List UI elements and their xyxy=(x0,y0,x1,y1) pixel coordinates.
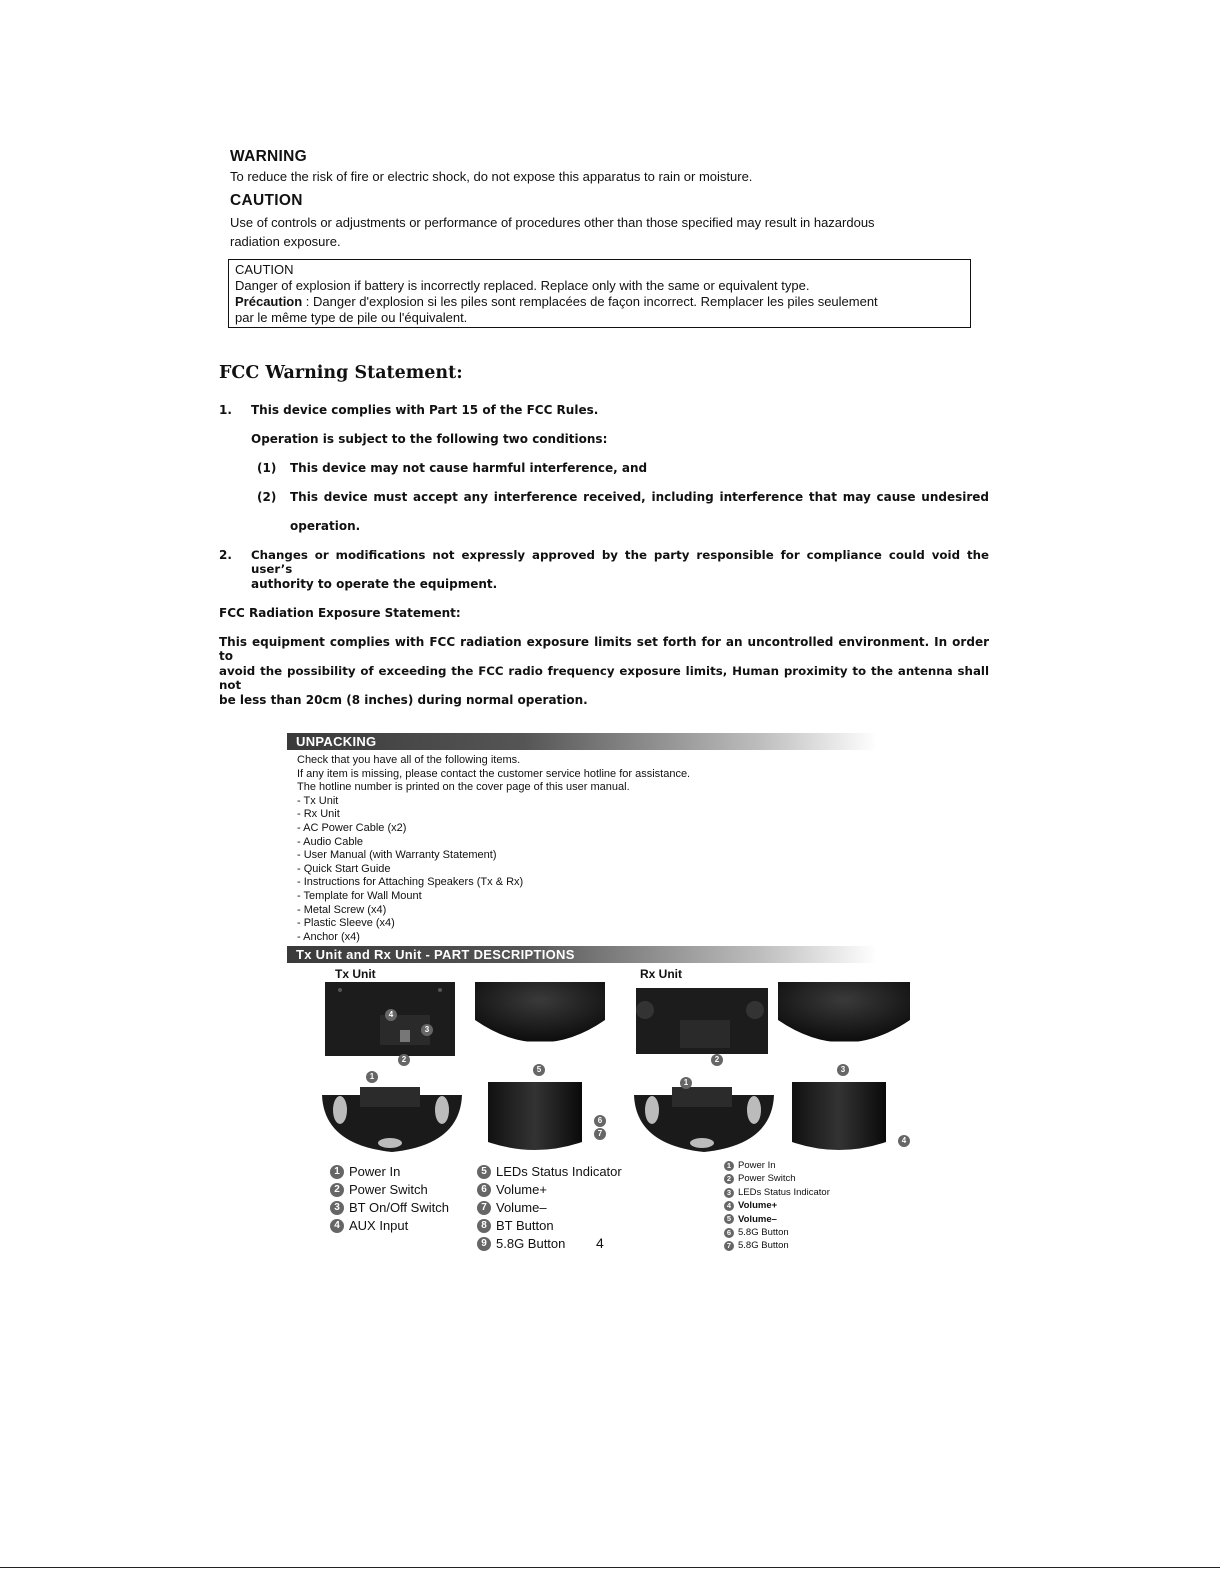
legend-label: Volume– xyxy=(496,1200,547,1215)
legend-label: Volume+ xyxy=(738,1200,778,1212)
number-badge-icon: 6 xyxy=(477,1183,491,1197)
caution-line-2: radiation exposure. xyxy=(230,234,341,249)
unpacking-item: - Anchor (x4) xyxy=(297,930,360,943)
fcc-condition-1: This device may not cause harmful interference, and xyxy=(290,461,648,475)
legend-label: AUX Input xyxy=(349,1218,409,1233)
callout-rx-bottom-1: 1 xyxy=(680,1077,692,1089)
number-badge-icon: 4 xyxy=(330,1219,344,1233)
unpacking-item: - Metal Screw (x4) xyxy=(297,903,387,916)
number-badge-icon: 5 xyxy=(724,1214,734,1224)
unpacking-item: - AC Power Cable (x2) xyxy=(297,821,407,834)
unpacking-item: - Audio Cable xyxy=(297,835,364,848)
rx-bottom-photo xyxy=(634,1087,774,1152)
unpacking-title: UNPACKING xyxy=(296,734,377,749)
warning-title: WARNING xyxy=(230,148,308,165)
warning-text: To reduce the risk of fire or electric shock, do not expose this apparatus to rain or moisture. xyxy=(230,169,753,184)
fcc-condition-2-number: (2) xyxy=(257,490,277,504)
fcc-condition-1-number: (1) xyxy=(257,461,277,475)
number-badge-icon: 1 xyxy=(724,1161,734,1171)
legend-item xyxy=(330,1163,449,1181)
callout-tx-side-7: 7 xyxy=(594,1128,606,1140)
tx-top-photo xyxy=(475,982,605,1053)
number-badge-icon: 9 xyxy=(477,1237,491,1251)
callout-tx-side-6: 6 xyxy=(594,1115,606,1127)
footer-rule xyxy=(0,1567,1220,1568)
unpacking-item: - Tx Unit xyxy=(297,794,339,807)
caution-box xyxy=(228,259,971,328)
rx-side-photo xyxy=(792,1082,886,1150)
legend-item xyxy=(477,1181,622,1199)
legend-item xyxy=(724,1199,830,1212)
legend-item xyxy=(724,1239,830,1252)
legend-label: Power Switch xyxy=(349,1182,428,1197)
number-badge-icon: 3 xyxy=(724,1188,734,1198)
number-badge-icon: 8 xyxy=(477,1219,491,1233)
unpacking-item: - User Manual (with Warranty Statement) xyxy=(297,849,497,862)
legend-item xyxy=(477,1163,622,1181)
caution-box-title: CAUTION xyxy=(235,262,294,277)
legend-label: Power In xyxy=(349,1164,401,1179)
caution-line-1: Use of controls or adjustments or performance of procedures other than those specified may result in hazardous xyxy=(230,215,875,230)
legend-item xyxy=(724,1226,830,1239)
fcc-condition-2-line-2: operation. xyxy=(290,519,361,533)
callout-tx-back-3: 3 xyxy=(421,1024,433,1036)
legend-label: 5.8G Button xyxy=(738,1240,789,1252)
fcc-item-2-number: 2. xyxy=(219,548,232,562)
tx-unit-label: Tx Unit xyxy=(335,967,376,981)
page-number: 4 xyxy=(596,1235,604,1251)
number-badge-icon: 2 xyxy=(724,1174,734,1184)
legend-item xyxy=(330,1181,449,1199)
number-badge-icon: 5 xyxy=(477,1165,491,1179)
number-badge-icon: 1 xyxy=(330,1165,344,1179)
callout-rx-side-4: 4 xyxy=(898,1135,910,1147)
callout-tx-back-4: 4 xyxy=(385,1009,397,1021)
callout-tx-bottom-1: 1 xyxy=(366,1071,378,1083)
number-badge-icon: 7 xyxy=(477,1201,491,1215)
precaution-text: : Danger d'explosion si les piles sont remplacées de façon incorrect. Remplacer les piles seulement xyxy=(302,294,878,309)
rx-back-photo xyxy=(636,988,768,1054)
legend-label: LEDs Status Indicator xyxy=(496,1164,622,1179)
parts-header xyxy=(287,946,877,963)
legend-item xyxy=(330,1199,449,1217)
legend-label: Volume+ xyxy=(496,1182,547,1197)
legend-label: BT On/Off Switch xyxy=(349,1200,449,1215)
number-badge-icon: 3 xyxy=(330,1201,344,1215)
fcc-radiation-line-1: This equipment complies with FCC radiation exposure limits set forth for an uncontrolled environment. In order to xyxy=(219,635,989,663)
fcc-radiation-line-3: be less than 20cm (8 inches) during normal operation. xyxy=(219,693,588,707)
tx-legend-a xyxy=(330,1163,449,1235)
legend-item xyxy=(724,1186,830,1199)
number-badge-icon: 7 xyxy=(724,1241,734,1251)
legend-item xyxy=(724,1213,830,1226)
callout-tx-top-5: 5 xyxy=(533,1064,545,1076)
fcc-item-1-sub: Operation is subject to the following two conditions: xyxy=(251,432,608,446)
callout-tx-back-2: 2 xyxy=(398,1054,410,1066)
rx-legend xyxy=(724,1159,830,1253)
caution-box-line-3: par le même type de pile ou l'équivalent. xyxy=(235,310,468,325)
number-badge-icon: 2 xyxy=(330,1183,344,1197)
fcc-item-1: This device complies with Part 15 of the FCC Rules. xyxy=(251,403,599,417)
precaution-label: Précaution xyxy=(235,294,303,309)
parts-title: Tx Unit and Rx Unit - PART DESCRIPTIONS xyxy=(296,947,575,962)
legend-label: Power Switch xyxy=(738,1173,796,1185)
unpacking-line: The hotline number is printed on the cover page of this user manual. xyxy=(297,781,630,794)
legend-item xyxy=(477,1217,622,1235)
tx-side-photo xyxy=(488,1082,582,1150)
legend-item xyxy=(724,1159,830,1172)
fcc-item-2-line-1: Changes or modifications not expressly approved by the party responsible for compliance could void the user’s xyxy=(251,548,989,576)
legend-label: 5.8G Button xyxy=(738,1227,789,1239)
legend-item xyxy=(477,1199,622,1217)
unpacking-item: - Template for Wall Mount xyxy=(297,889,422,902)
number-badge-icon: 4 xyxy=(724,1201,734,1211)
legend-label: LEDs Status Indicator xyxy=(738,1186,830,1198)
unpacking-line: If any item is missing, please contact the customer service hotline for assistance. xyxy=(297,767,691,780)
unpacking-item: - Instructions for Attaching Speakers (Tx & Rx) xyxy=(297,876,524,889)
unpacking-header xyxy=(287,733,877,750)
fcc-item-1-number: 1. xyxy=(219,403,232,417)
unpacking-item: - Rx Unit xyxy=(297,808,340,821)
caution-box-line-2 xyxy=(235,294,964,310)
fcc-title: FCC Warning Statement: xyxy=(219,363,463,383)
caution-title: CAUTION xyxy=(230,192,303,209)
fcc-item-2-line-2: authority to operate the equipment. xyxy=(251,577,498,591)
rx-unit-label: Rx Unit xyxy=(640,967,682,981)
rx-top-photo xyxy=(778,982,910,1053)
fcc-radiation-title: FCC Radiation Exposure Statement: xyxy=(219,606,461,620)
legend-label: Volume– xyxy=(738,1213,777,1225)
unpacking-line: Check that you have all of the following items. xyxy=(297,754,521,766)
fcc-radiation-line-2: avoid the possibility of exceeding the FCC radio frequency exposure limits, Human proximity to the antenna shall not xyxy=(219,664,989,692)
legend-item xyxy=(330,1217,449,1235)
legend-item xyxy=(724,1172,830,1185)
legend-label: Power In xyxy=(738,1160,776,1171)
unpacking-list xyxy=(297,754,690,944)
caution-box-line-1: Danger of explosion if battery is incorrectly replaced. Replace only with the same or equivalent type. xyxy=(235,278,810,293)
callout-rx-top-3: 3 xyxy=(837,1064,849,1076)
fcc-condition-2-line-1: This device must accept any interference received, including interference that may cause undesired xyxy=(290,490,989,504)
unpacking-item: - Quick Start Guide xyxy=(297,862,391,875)
legend-label: 5.8G Button xyxy=(496,1236,566,1251)
callout-rx-back-2: 2 xyxy=(711,1054,723,1066)
legend-label: BT Button xyxy=(496,1218,554,1233)
unpacking-item: - Plastic Sleeve (x4) xyxy=(297,917,395,930)
product-photos xyxy=(300,980,920,1160)
number-badge-icon: 6 xyxy=(724,1228,734,1238)
tx-bottom-photo xyxy=(322,1087,462,1152)
